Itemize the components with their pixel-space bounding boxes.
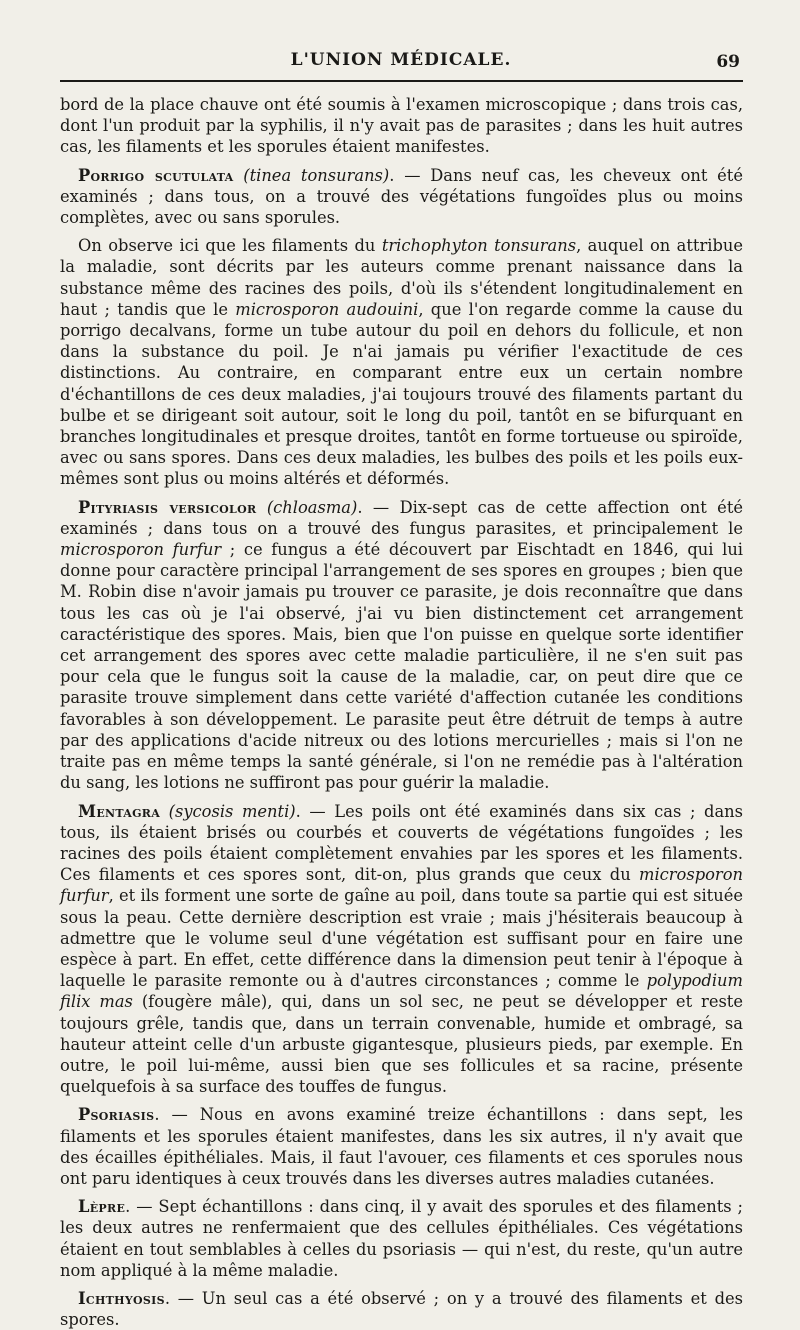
italic-text: microsporon furfur xyxy=(60,540,222,560)
paragraph-p0 xyxy=(60,94,743,158)
paragraph-text: , que l'on regarde comme la cause du porrigo decalvans, forme un tube autour du poil en dehors du follicule, et non dans la substance du poil. Je n'ai jamais pu vérifier l'exactitude de ces distinctions. Au contraire, en comparant entre eux un certain nombre d'échantillons de ces deux maladies, j'ai toujours trouvé des filaments partant du bulbe et se dirigeant soit autour, soit le long du poil, tantôt en se bifurquant en branches longitudinales et presque droites, tantôt en forme tortueuse ou spiroïde, avec ou sans spores. Dans ces deux maladies, les bulbes des poils et les poils eux-mêmes sont plus ou moins altérés et déformés. xyxy=(60,299,743,489)
paragraph-text: , auquel on attribue la maladie, sont décrits par les auteurs comme prenant naissance dans la substance même des racines des poils, d'où ils s'étendent longitudinalement en haut ; tandis que le xyxy=(60,236,743,319)
paragraph-text xyxy=(233,166,243,185)
paragraph-p7 xyxy=(60,1288,743,1330)
paragraph-text: . — Un seul cas a été observé ; on y a trouvé des filaments et des spores. xyxy=(60,1288,743,1330)
paragraph-p6 xyxy=(60,1196,743,1281)
paragraph-text xyxy=(256,498,266,517)
paragraph-p5 xyxy=(60,1104,743,1189)
paragraph-p1 xyxy=(60,165,743,229)
paragraph-gap xyxy=(60,228,743,235)
paragraph-text: On observe ici que les filaments du xyxy=(78,236,382,256)
paragraph-gap xyxy=(60,158,743,165)
section-term: Lèpre xyxy=(78,1197,126,1217)
paragraph-text: . — Dans neuf cas, les cheveux ont été examinés ; dans tous, on a trouvé des végétations fungoïdes plus ou moins complètes, avec ou sans sporules. xyxy=(60,165,743,228)
section-term: Ichthyosis xyxy=(78,1288,165,1308)
paragraph-text: . — Dix-sept cas de cette affection ont été examinés ; dans tous on a trouvé des fungus parasites, et principalement le xyxy=(60,497,743,538)
italic-text: trichophyton tonsurans xyxy=(381,236,577,256)
paragraph-text: . — Nous en avons examiné treize échantillons : dans sept, les filaments et les sporules étaient manifestes, dans les six autres, il n'y avait que des écailles épithéliales. Mais, il faut l'avouer, ces filaments et ces sporules nous ont paru identiques à ceux trouvés dans les diverses autres maladies cutanées. xyxy=(60,1105,743,1188)
paragraph-text: , et ils forment une sorte de gaîne au poil, dans toute sa partie qui est située sous la peau. Cette dernière description est vraie ; mais j'hésiterais beaucoup à admettre que le volume seul d'une végétation est suffisant pour en faire une espèce à part. En effet, cette différence dans la dimension peut tenir à l'époque à laquelle le parasite remonte ou à d'autres circonstances ; comme le xyxy=(60,886,743,991)
italic-text: polypodium filix mas xyxy=(60,971,743,1012)
italic-text: (tinea tonsurans) xyxy=(243,165,390,185)
paragraph-p2 xyxy=(60,235,743,489)
italic-text: microsporon audouini xyxy=(235,299,419,319)
paragraph-gap xyxy=(60,794,743,801)
article-body xyxy=(60,94,743,1330)
italic-text: (chloasma) xyxy=(266,497,358,517)
section-term: Pityriasis versicolor xyxy=(78,497,257,517)
paragraph-gap xyxy=(60,490,743,497)
page-number: 69 xyxy=(716,52,740,72)
paragraph-gap xyxy=(60,1281,743,1288)
section-term: Mentagra xyxy=(78,801,161,821)
paragraph-gap xyxy=(60,1189,743,1196)
paragraph-text: (fougère mâle), qui, dans un sol sec, ne peut se développer et reste toujours grêle, tandis que, dans un terrain convenable, humide et ombragé, sa hauteur atteint celle d'un arbuste gigantesque, plusieurs pieds, par exemple. En outre, le poil lui-même, aussi bien que ses follicules et sa racine, présente quelquefois à sa surface des touffes de fungus. xyxy=(60,992,743,1097)
page-header xyxy=(60,40,742,76)
section-term: Psoriasis xyxy=(78,1105,155,1125)
section-term: Porrigo scutulata xyxy=(78,165,234,185)
paragraph-p3 xyxy=(60,497,743,794)
paragraph-text: ; ce fungus a été découvert par Eischtadt en 1846, qui lui donne pour caractère principal l'arrangement de ses spores en groupes ; bien que M. Robin dise n'avoir jamais pu trouver ce parasite, je dois reconnaître que dans tous les cas où je l'ai observé, j'ai vu bien distinctement cet arrangement caractéristique des spores. Mais, bien que l'on puisse en quelque sorte identifier cet arrangement des spores avec cette maladie particulière, il ne s'en suit pas pour cela que le fungus soit la cause de la maladie, car, on peut dire que ce parasite trouve simplement dans cette variété d'affection cutanée les conditions favorables à son développement. Le parasite peut être détruit de temps à autre par des applications d'acide nitreux ou des lotions mercurielles ; mais si l'on ne traite pas en même temps la santé générale, si l'on ne remédie pas à l'altération du sang, les lotions ne suffiront pas pour guérir la maladie. xyxy=(60,540,744,793)
paragraph-p4 xyxy=(60,801,743,1098)
header-rule xyxy=(60,80,743,82)
italic-text: (sycosis menti) xyxy=(168,801,296,821)
paragraph-text xyxy=(160,802,169,821)
paragraph-text: . — Les poils ont été examinés dans six cas ; dans tous, ils étaient brisés ou courbés et couverts de végétations fungoïdes ; les racines des poils étaient complètement envahies par les spores et les filaments. Ces filaments et ces spores sont, dit-on, plus grands que ceux du xyxy=(60,801,743,885)
paragraph-text: bord de la place chauve ont été soumis à l'examen microscopique ; dans trois cas, dont l'un produit par la syphilis, il n'y avait pas de parasites ; dans les huit autres cas, les filaments et les sporules étaient manifestes. xyxy=(60,95,743,157)
paragraph-text: . — Sept échantillons : dans cinq, il y avait des sporules et des filaments ; les deux autres ne renfermaient que des cellules épithéliales. Ces végétations étaient en tout semblables à celles du psoriasis — qui n'est, du reste, qu'un autre nom appliqué à la même maladie. xyxy=(60,1197,743,1280)
running-head-title: L'UNION MÉDICALE. xyxy=(290,50,512,70)
paragraph-gap xyxy=(60,1097,743,1104)
italic-text: microsporon furfur xyxy=(60,865,743,906)
